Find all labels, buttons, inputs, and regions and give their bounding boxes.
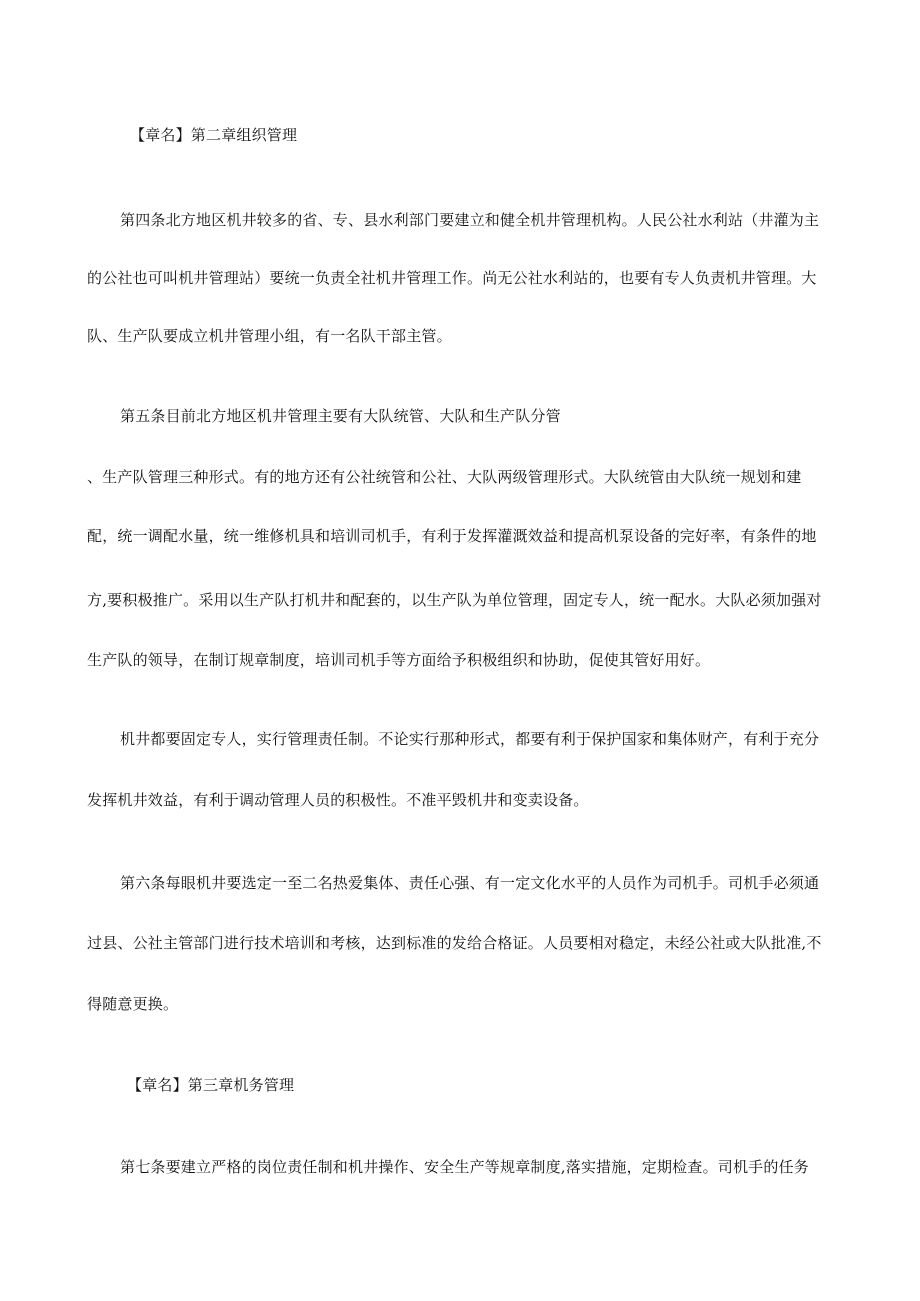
article-4-line-2: 的公社也可叫机井管理站）要统一负责全社机井管理工作。尚无公社水利站的，也要有专人负责机井管理。大 — [87, 269, 817, 287]
chapter-2-heading: 【章名】第二章组织管理 — [130, 126, 298, 144]
article-6-line-2: 过县、公社主管部门进行技术培训和考核，达到标准的发给合格证。人员要相对稳定，未经公社或大队批准,不 — [87, 934, 822, 952]
article-4-line-1: 第四条北方地区机井较多的省、专、县水利部门要建立和健全机井管理机构。人民公社水利站（井灌为主 — [120, 211, 820, 229]
article-6-line-3: 得随意更换。 — [87, 995, 179, 1013]
article-5-line-1: 第五条目前北方地区机井管理主要有大队统管、大队和生产队分管 — [120, 407, 561, 425]
responsibility-line-1: 机井都要固定专人，实行管理责任制。不论实行那种形式，都要有利于保护国家和集体财产，有利于充分 — [120, 730, 820, 748]
article-7-line-1: 第七条要建立严格的岗位责任制和机井操作、安全生产等规章制度,落实措施，定期检查。司机手的任务 — [120, 1158, 809, 1176]
chapter-3-heading: 【章名】第三章机务管理 — [127, 1076, 295, 1094]
article-5-line-2: 、生产队管理三种形式。有的地方还有公社统管和公社、大队两级管理形式。大队统管由大队统一规划和建 — [87, 468, 802, 486]
article-5-line-3: 配，统一调配水量，统一维修机具和培训司机手，有利于发挥灌溉效益和提高机泵设备的完好率，有条件的地 — [87, 527, 817, 545]
article-5-line-4: 方,要积极推广。采用以生产队打机井和配套的，以生产队为单位管理，固定专人，统一配水。大队必须加强对 — [87, 591, 822, 609]
responsibility-line-2: 发挥机井效益，有利于调动管理人员的积极性。不准平毁机井和变卖设备。 — [87, 791, 589, 809]
article-5-line-5: 生产队的领导，在制订规章制度，培训司机手等方面给予积极组织和协助，促使其管好用好。 — [87, 651, 711, 669]
article-4-line-3: 队、生产队要成立机井管理小组，有一名队干部主管。 — [87, 327, 452, 345]
article-6-line-1: 第六条每眼机井要选定一至二名热爱集体、责任心强、有一定文化水平的人员作为司机手。司机手必须通 — [120, 874, 820, 892]
